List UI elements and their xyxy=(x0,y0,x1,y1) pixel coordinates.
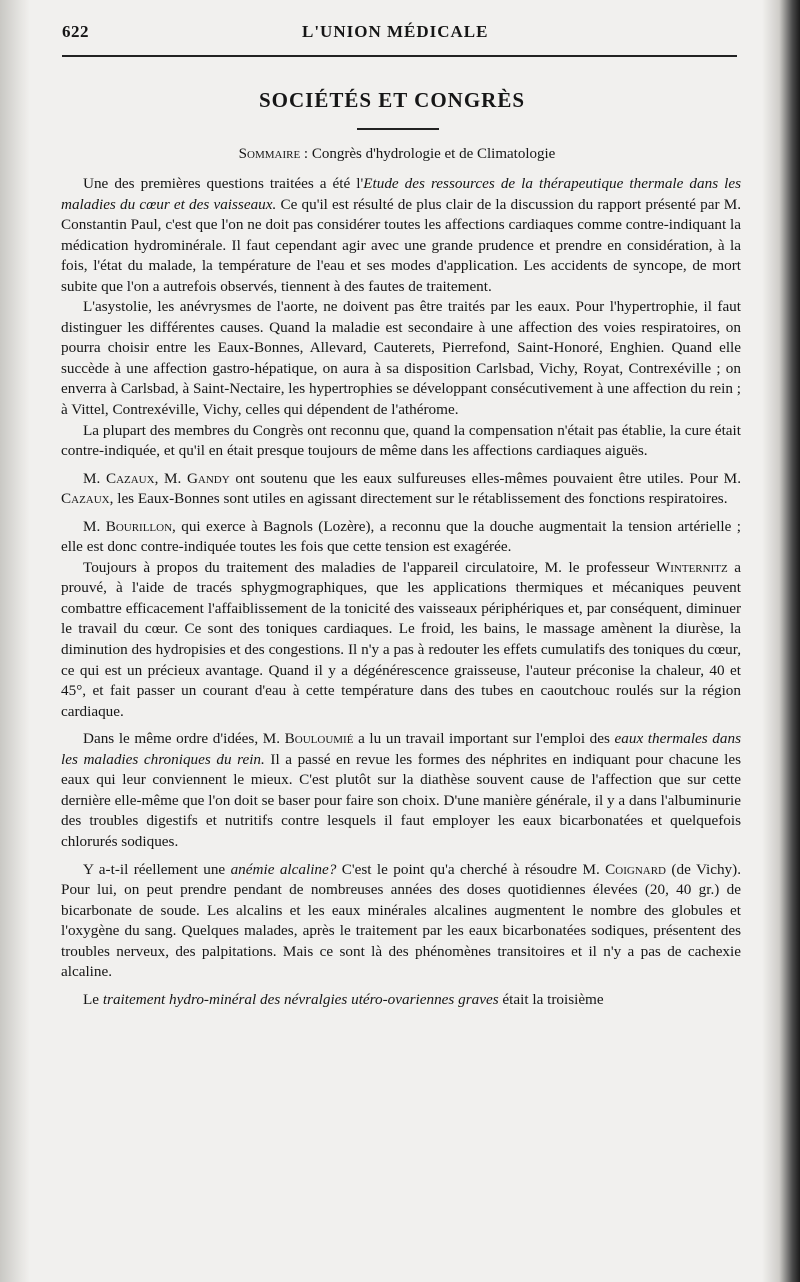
text-run: Une des premières questions traitées a été l' xyxy=(83,175,364,192)
page-number: 622 xyxy=(62,22,89,41)
paragraph-4 xyxy=(61,469,741,510)
text-run: , les Eaux-Bonnes sont utiles en agissant directement sur le rétablissement des fonctions respiratoires. xyxy=(109,490,728,508)
journal-title: L'UNION MÉDICALE xyxy=(302,22,489,41)
summary-line xyxy=(52,146,742,163)
paragraph-6 xyxy=(61,558,741,722)
italic-title: traitement hydro-minéral des névralgies utéro-ovariennes graves xyxy=(102,990,499,1008)
italic-title: Etude des ressources de la thérapeutique thermale dans les maladies du cœur et des vaisseaux. xyxy=(61,175,741,213)
text-run: Le xyxy=(83,990,103,1008)
author-name: Cazaux xyxy=(105,469,155,487)
section-title: SOCIÉTÉS ET CONGRÈS xyxy=(258,88,526,112)
text-run: Ce qu'il est résulté de plus clair de la discussion du rapport présenté par M. Constantin Paul, c'est que l'on ne doit pas considérer toutes les affections cardiaques comme contre-indiquant la médication hydrominérale. Il faut cependant agir avec une grande prudence et prendre en considération, à la fois, l'état du malade, la température de l'eau et ses modes d'application. Les accidents de syncope, de mort subite que l'on a autrefois observés, tiennent à des fautes de traitement. xyxy=(61,195,742,295)
page-gutter-shadow xyxy=(0,0,30,1282)
author-name: Bourillon xyxy=(105,517,173,535)
text-run: a prouvé, à l'aide de tracés sphygmographiques, que les applications thermiques et mécaniques peuvent combattre efficacement l'affaiblissement de la tonicité des vaisseaux périphériques et, par conséquent, diminuer le travail du cœur. Ce sont des toniques cardiaques. Le froid, les bains, le massage amènent la diurèse, la diminution des hydropisies et des congestions. Il n'y a pas à redouter les effets cumulatifs des toniques du cœur, ce qui est un précieux avantage. Quand il y a dégénérescence graisseuse, l'auteur préconise la chaleur, 40 et 45°, et fait passer un courant d'eau à cette température dans des tubes en caoutchouc roulés sur la région cardiaque. xyxy=(61,558,741,720)
title-rule xyxy=(357,128,439,130)
text-run: M. xyxy=(83,469,106,487)
author-name: Coignard xyxy=(605,860,667,878)
paragraph-3: La plupart des membres du Congrès ont reconnu que, quand la compensation n'était pas établie, la cure était contre-indiquée, et qu'il en était presque toujours de même dans les affections cardiaques aiguës. xyxy=(61,421,741,460)
text-run: a lu un travail important sur l'emploi des xyxy=(353,730,615,748)
summary-label: Sommaire xyxy=(238,146,301,162)
text-run: (de Vichy). Pour lui, on peut prendre pendant de nombreuses années des doses quotidiennes élevées (20, 40 gr.) de bicarbonate de soude. Les alcalins et les eaux minérales alcalines augmentent le nombre des globules et l'oxygène du sang. Quelques malades, après le traitement par les eaux bicarbonatées sodiques, présentent des troubles nerveux, des palpitations. Mais ce sont là des phénomènes transitoires et il n'y a pas de cachexie alcaline. xyxy=(61,860,742,981)
paragraph-8 xyxy=(61,860,741,983)
author-name: Cazaux xyxy=(61,490,110,508)
text-run: était la troisième xyxy=(498,990,604,1008)
article-body xyxy=(61,174,741,1010)
paragraph-5 xyxy=(61,517,741,558)
text-run: ont soutenu que les eaux sulfureuses elles-mêmes pouvaient être utiles. Pour M. xyxy=(229,469,741,487)
text-run: Il a passé en revue les formes des néphrites en indiquant pour chacune les eaux qui leur conviennent le mieux. C'est plutôt sur la diathèse souvent cause de l'affection que sur cette dernière elle-même que l'on doit se baser pour faire son choix. D'une manière générale, il y a dans l'albuminurie des troubles digestifs et nutritifs contre lesquels il faut employer les eaux bicarbonatées et quelquefois chlorurés sodiques. xyxy=(61,750,741,850)
paragraph-1 xyxy=(61,174,741,297)
paragraph-7 xyxy=(61,729,741,852)
header-rule xyxy=(62,55,737,57)
text-run: M. xyxy=(83,517,106,535)
paragraph-2: L'asystolie, les anévrysmes de l'aorte, ne doivent pas être traités par les eaux. Pour l'hypertrophie, il faut distinguer les différentes causes. Quand la maladie est secondaire à une affection des voies respiratoires, on pourra choisir entre les Eaux-Bonnes, Allevard, Cauterets, Pierrefond, Saint-Honoré, Enghien. Quand elle succède à une affection gastro-hépatique, on aura à sa disposition Carlsbad, Vichy, Royat, Contrexéville ; on enverra à Carlsbad, à Saint-Nectaire, les hypertrophies se développant consécutivement à une affection du rein ; à Vittel, Contrexéville, Vichy, celles qui dépendent de l'athérome. xyxy=(61,298,741,419)
text-run: Dans le même ordre d'idées, M. xyxy=(83,730,285,748)
text-run: , qui exerce à Bagnols (Lozère), a reconnu que la douche augmentait la tension artérielle ; elle est donc contre-indiquée toutes les fois que cette tension est exagérée. xyxy=(61,517,741,556)
summary-text: : Congrès d'hydrologie et de Climatologie xyxy=(300,146,556,162)
running-head xyxy=(52,22,732,46)
italic-title: eaux thermales dans les maladies chroniques du rein. xyxy=(61,730,742,768)
author-name: Winternitz xyxy=(655,558,728,576)
italic-title: anémie alcaline? xyxy=(230,860,337,878)
text-run: , M. xyxy=(154,469,187,487)
author-name: Bouloumié xyxy=(284,730,354,748)
text-run: Toujours à propos du traitement des maladies de l'appareil circulatoire, M. le professeur xyxy=(83,558,656,576)
paragraph-9 xyxy=(61,990,741,1011)
text-run: Y a-t-il réellement une xyxy=(83,860,231,878)
text-run: C'est le point qu'a cherché à résoudre M. xyxy=(336,860,606,878)
binding-shadow xyxy=(762,0,800,1282)
author-name: Gandy xyxy=(186,469,230,487)
